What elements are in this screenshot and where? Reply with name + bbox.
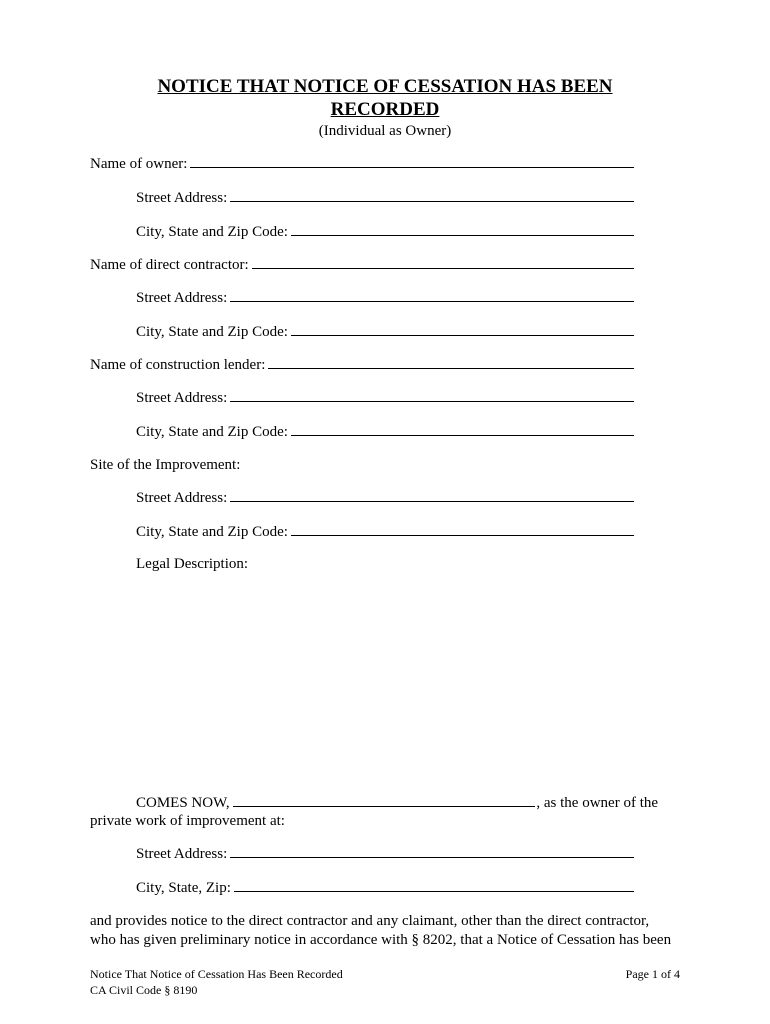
improvement-city-field[interactable]: [136, 879, 634, 897]
improvement-street-label: Street Address:: [136, 846, 228, 862]
contractor-name-label: Name of direct contractor:: [90, 257, 249, 273]
contractor-street-blank[interactable]: [230, 289, 634, 302]
owner-city-field[interactable]: [136, 223, 634, 241]
owner-street-field[interactable]: [136, 189, 634, 207]
site-street-blank[interactable]: [230, 489, 634, 502]
lender-city-field[interactable]: [136, 423, 634, 441]
improvement-city-label: City, State, Zip:: [136, 880, 231, 896]
contractor-city-blank[interactable]: [291, 323, 634, 336]
site-street-field[interactable]: [136, 489, 634, 507]
document-title-line2: RECORDED: [330, 99, 440, 120]
owner-street-blank[interactable]: [230, 189, 634, 202]
improvement-street-blank[interactable]: [230, 845, 634, 858]
lender-name-label: Name of construction lender:: [90, 357, 266, 373]
owner-city-blank[interactable]: [291, 223, 634, 236]
owner-name-field[interactable]: [90, 155, 634, 173]
notice-paragraph-line1: and provides notice to the direct contractor and any claimant, other than the direct contractor,: [90, 913, 650, 929]
comes-now-owner-blank[interactable]: [233, 794, 535, 807]
notice-paragraph-line2: who has given preliminary notice in accordance with § 8202, that a Notice of Cessation has been: [90, 932, 672, 948]
lender-city-label: City, State and Zip Code:: [136, 424, 288, 440]
contractor-street-field[interactable]: [136, 289, 634, 307]
contractor-name-field[interactable]: [90, 256, 634, 274]
legal-description-area[interactable]: [136, 580, 634, 780]
site-city-blank[interactable]: [291, 523, 634, 536]
owner-city-label: City, State and Zip Code:: [136, 224, 288, 240]
document-subtitle: (Individual as Owner): [318, 123, 452, 139]
contractor-city-label: City, State and Zip Code:: [136, 324, 288, 340]
document-title-line1: NOTICE THAT NOTICE OF CESSATION HAS BEEN: [157, 76, 613, 97]
owner-name-blank[interactable]: [190, 155, 634, 168]
comes-now-suffix: , as the owner of the: [536, 795, 659, 811]
lender-name-field[interactable]: [90, 356, 634, 374]
contractor-street-label: Street Address:: [136, 290, 228, 306]
owner-name-label: Name of owner:: [90, 156, 188, 172]
site-heading: Site of the Improvement:: [90, 457, 241, 473]
comes-now-line: [136, 794, 658, 812]
contractor-name-blank[interactable]: [252, 256, 634, 269]
contractor-city-field[interactable]: [136, 323, 634, 341]
footer-code-reference: CA Civil Code § 8190: [90, 983, 198, 997]
site-city-field[interactable]: [136, 523, 634, 541]
lender-street-label: Street Address:: [136, 390, 228, 406]
comes-now-prefix: COMES NOW,: [136, 795, 230, 811]
lender-street-field[interactable]: [136, 389, 634, 407]
site-city-label: City, State and Zip Code:: [136, 524, 288, 540]
improvement-street-field[interactable]: [136, 845, 634, 863]
comes-now-line2: private work of improvement at:: [90, 813, 285, 829]
legal-description-label: Legal Description:: [136, 556, 249, 572]
lender-name-blank[interactable]: [268, 356, 634, 369]
lender-city-blank[interactable]: [291, 423, 634, 436]
improvement-city-blank[interactable]: [234, 879, 634, 892]
owner-street-label: Street Address:: [136, 190, 228, 206]
footer-document-name: Notice That Notice of Cessation Has Been Recorded: [90, 967, 343, 981]
site-street-label: Street Address:: [136, 490, 228, 506]
footer-page-number: Page 1 of 4: [625, 967, 680, 981]
lender-street-blank[interactable]: [230, 389, 634, 402]
